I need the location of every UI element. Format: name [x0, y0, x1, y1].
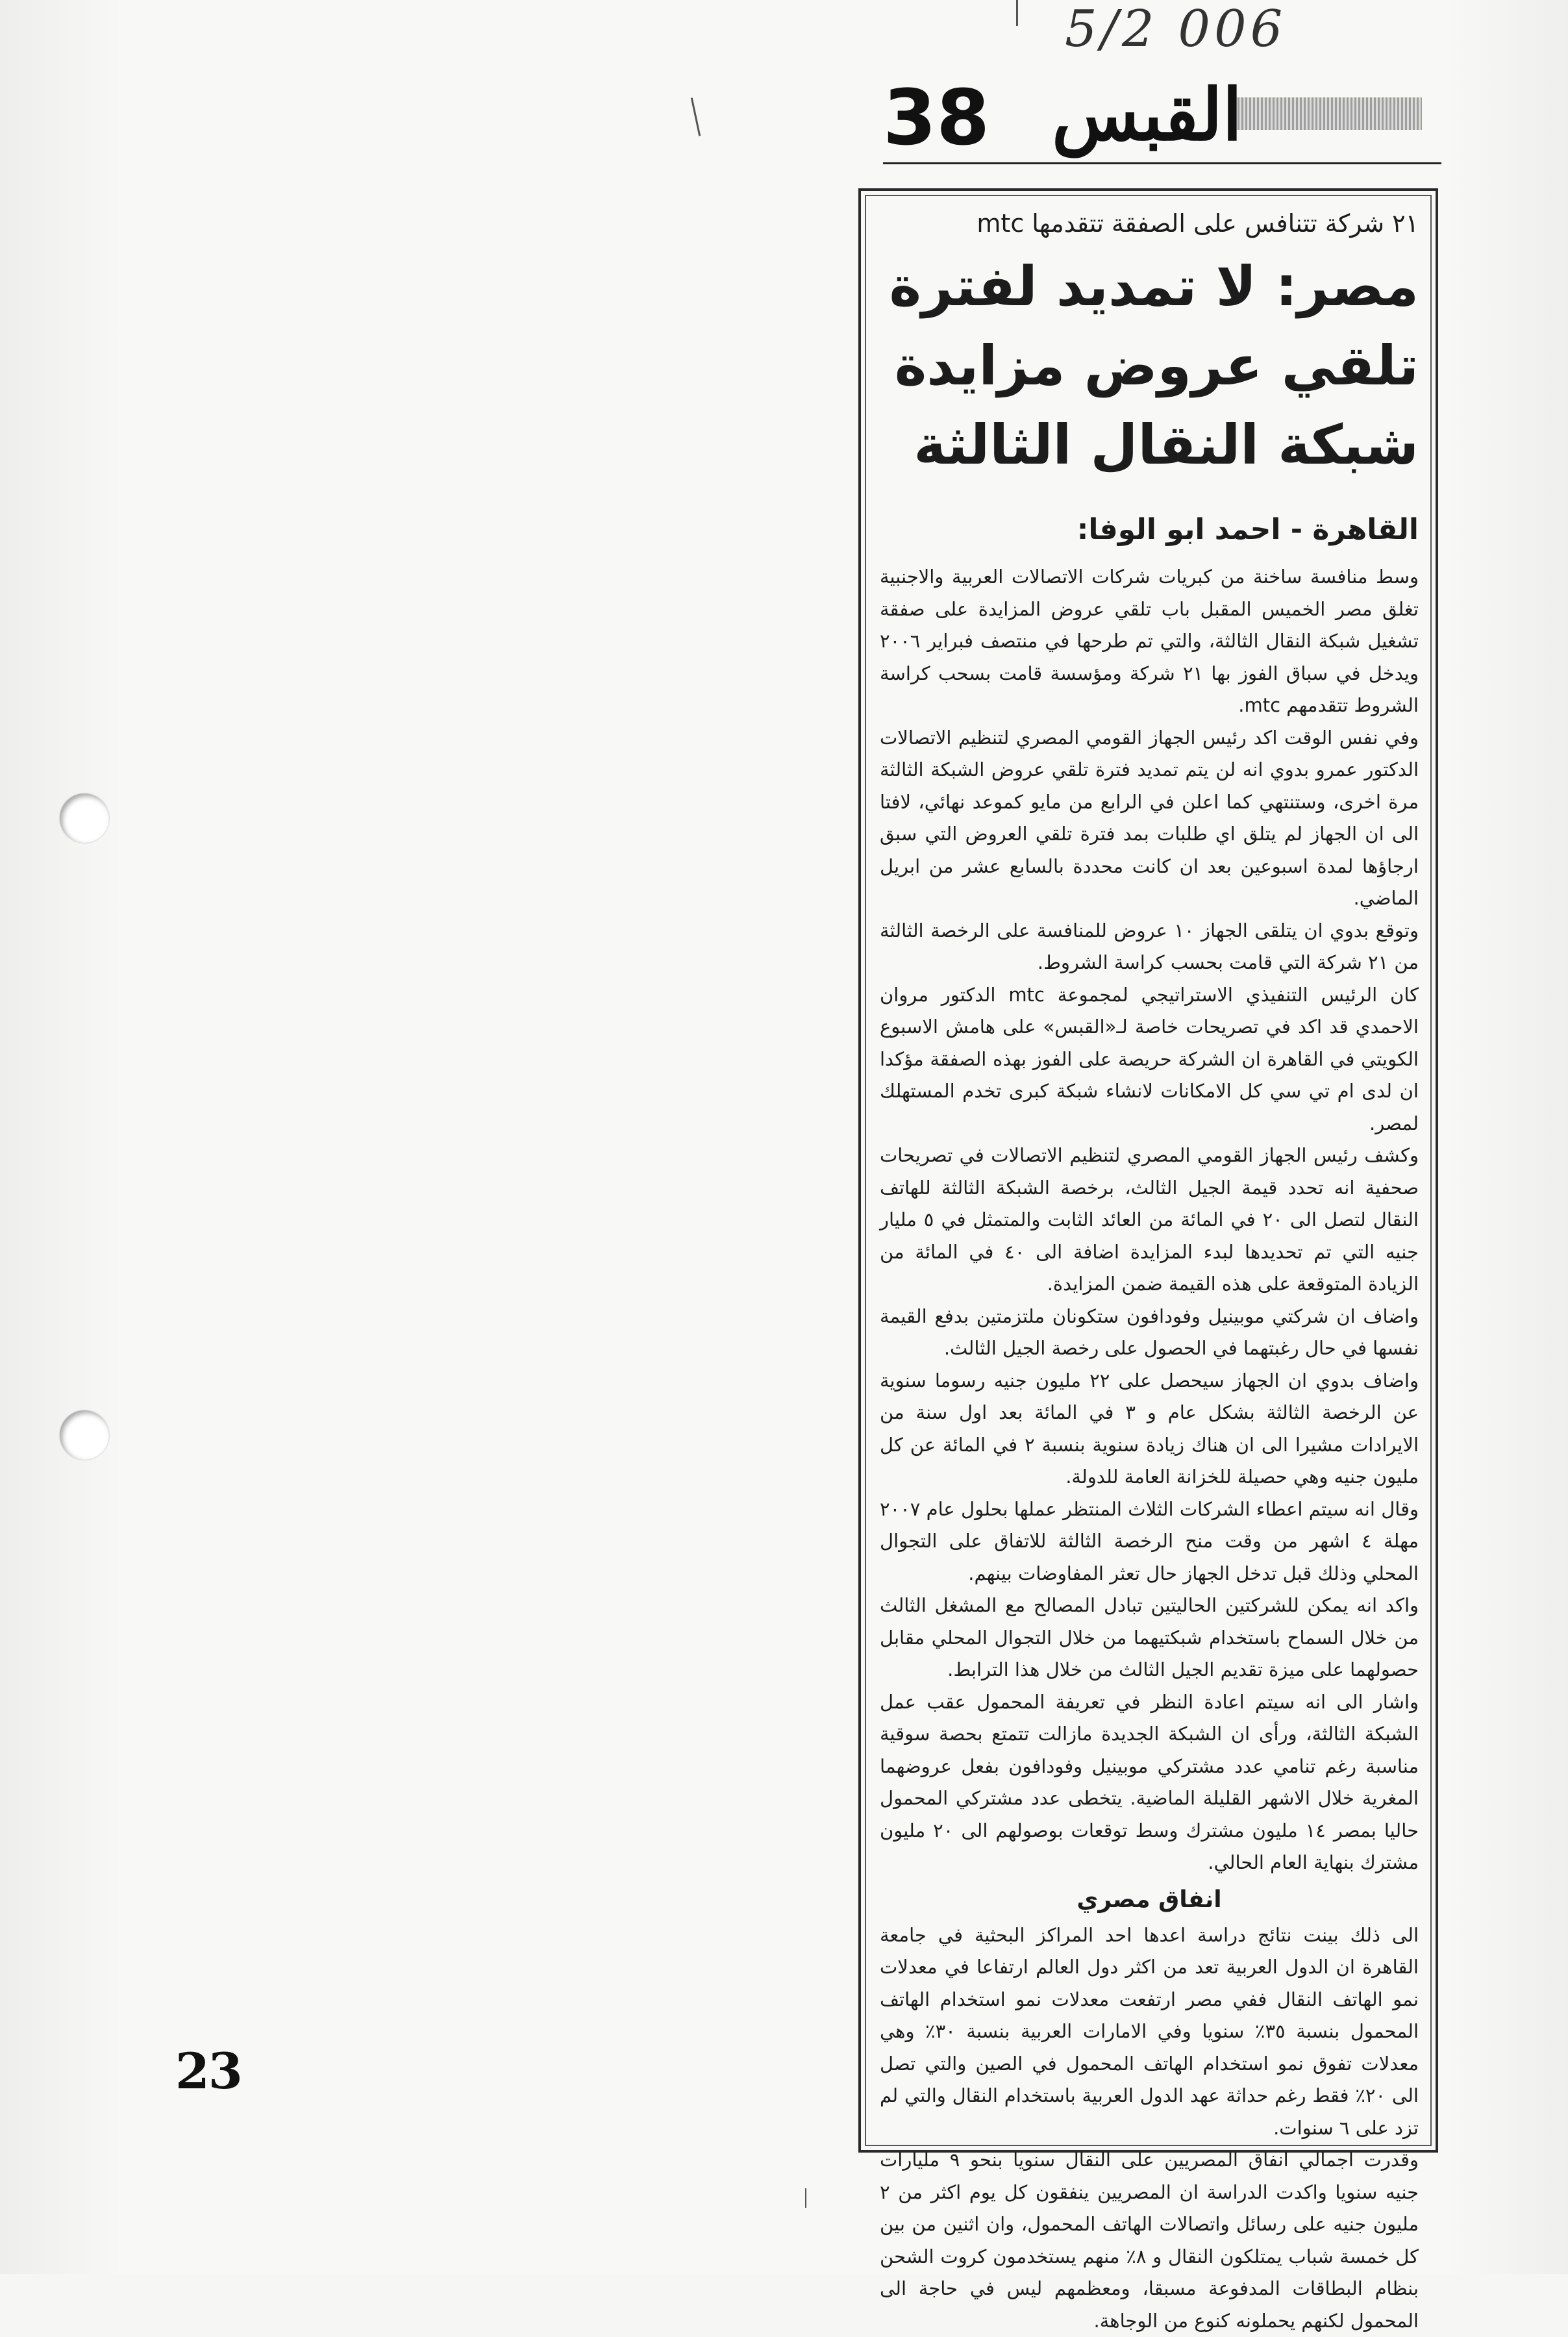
article-paragraph: واشار الى انه سيتم اعادة النظر في تعريفة المحمول عقب عمل الشبكة الثالثة، ورأى ان الشبكة الجديدة مازالت تتمتع بحصة سوقية مناسبة رغم تنامي عدد مشتركي موبينيل وفودافون بفعل عروضهما المغرية خلال الاشهر القليلة الماضية. يتخطى عدد مشتركي المحمول حاليا بمصر ١٤ مليون مشترك وسط توقعات بوصولهم الى ٢٠ مليون مشترك بنهاية العام الحالي. — [880, 1690, 1419, 1873]
article-paragraph: وفي نفس الوقت اكد رئيس الجهاز القومي المصري لتنظيم الاتصالات الدكتور عمرو بدوي انه لن يتم تمديد فترة تلقي عروض الشبكة الثالثة مرة اخرى، وستنتهي كما اعلن في الرابع من مايو كموعد نهائي، لافتا الى ان الجهاز لم يتلق اي طلبات بمد فترة تلقي العروض التي سبق ارجاؤها لمدة اسبوعين بعد ان كانت محددة بالسابع عشر من ابريل الماضي. — [880, 726, 1419, 909]
headline-line-1: مصر: لا تمديد لفترة — [889, 255, 1419, 318]
article-paragraph: الى ذلك بينت نتائج دراسة اعدها احد المراكز البحثية في جامعة القاهرة ان الدول العربية تعد من اكثر دول العالم ارتفاعا في معدلات نمو الهاتف النقال ففي مصر ارتفعت معدلات نمو استخدام الهاتف المحمول بنسبة ٣٥٪ سنويا وفي الامارات العربية بنسبة ٣٠٪ وهي معدلات تفوق نمو استخدام الهاتف المحمول في الصين والتي تصل الى ٢٠٪ فقط رغم حداثة عهد الدول العربية باستخدام النقال والتي لم تزد على ٦ سنوات. — [880, 1923, 1419, 2139]
scan-mark — [805, 2188, 806, 2208]
masthead-band — [1234, 97, 1422, 130]
article-subhead: انفاق مصري — [1076, 1886, 1222, 1913]
article-paragraph: وقال انه سيتم اعطاء الشركات الثلاث المنتظر عملها بحلول عام ٢٠٠٧ مهلة ٤ اشهر من وقت منح الرخصة الثالثة للاتفاق على التجوال المحلي وذلك قبل تدخل الجهاز حال تعثر المفاوضات بينهم. — [880, 1497, 1419, 1584]
binder-hole-bottom — [60, 1410, 109, 1460]
newspaper-masthead: القبس — [1052, 73, 1243, 156]
article-paragraph: وسط منافسة ساخنة من كبريات شركات الاتصالات العربية والاجنبية تغلق مصر الخميس المقبل باب تلقي عروض المزايدة على صفقة تشغيل شبكة النقال الثالثة، والتي تم طرحها في منتصف فبراير ٢٠٠٦ ويدخل في سباق الفوز بها ٢١ شركة ومؤسسة قامت بسحب كراسة الشروط تتقدمهم mtc. — [880, 566, 1419, 716]
binder-hole-top — [60, 794, 109, 843]
article-paragraph: واضاف ان شركتي موبينيل وفودافون ستكونان ملتزمتين بدفع القيمة نفسها في حال رغبتهما في الحصول على رخصة الجيل الثالث. — [880, 1305, 1419, 1359]
scan-mark — [1016, 0, 1018, 26]
article-paragraph: وكشف رئيس الجهاز القومي المصري لتنظيم الاتصالات في تصريحات صحفية انه تحدد قيمة الجيل الثالث، برخصة الشبكة الثالثة للهاتف النقال لتصل الى ٢٠ في المائة من العائد الثابت والمتمثل في ٥ مليار جنيه التي تم تحديدها لبدء المزايدة اضافة الى ٤٠ في المائة من الزيادة المتوقعة على هذه القيمة ضمن المزايدة. — [880, 1144, 1419, 1295]
margin-page-number: 23 — [175, 2042, 242, 2100]
article-paragraph: واضاف بدوي ان الجهاز سيحصل على ٢٢ مليون جنيه رسوما سنوية عن الرخصة الثالثة بشكل عام و ٣ في المائة بعد اول سنة من الايرادات مشيرا الى ان هناك زيادة سنوية بنسبة ٢ في المائة عن كل مليون جنيه وهي حصيلة للخزانة العامة للدولة. — [880, 1369, 1419, 1488]
article-headline — [880, 247, 1419, 484]
headline-line-3: شبكة النقال الثالثة — [914, 413, 1419, 477]
article-byline: القاهرة - احمد ابو الوفا: — [1076, 513, 1419, 546]
article — [880, 206, 1419, 2337]
article-kicker: ٢١ شركة تتنافس على الصفقة تتقدمها mtc — [977, 209, 1419, 238]
header-rule — [883, 162, 1441, 164]
headline-line-2: تلقي عروض مزايدة — [894, 334, 1419, 397]
article-paragraph: كان الرئيس التنفيذي الاستراتيجي لمجموعة mtc الدكتور مروان الاحمدي قد اكد في تصريحات خاصة لـ«القبس» على هامش الاسبوع الكويتي في القاهرة ان الشركة حريصة على الفوز بهذه الصفقة مؤكدا ان لدى ام تي سي كل الامكانات لانشاء شبكة كبرى تخدم المستهلك لمصر. — [880, 983, 1419, 1134]
handwritten-date: 5/2 006 — [1065, 0, 1287, 58]
article-paragraph: وقدرت اجمالي انفاق المصريين على النقال سنويا بنحو ٩ مليارات جنيه سنويا واكدت الدراسة ان المصريين ينفقون كل يوم اكثر من ٢ مليون جنيه على رسائل واتصالات الهاتف المحمول، وان اثنين من بين كل خمسة شباب يمتلكون النقال و ٨٪ منهم يستخدمون كروت الشحن بنظام البطاقات المدفوعة مسبقا، ومعظمهم ليس في حاجة الى المحمول لكنهم يحملونه كنوع من الوجاهة. — [880, 2149, 1419, 2332]
article-paragraph: وتوقع بدوي ان يتلقى الجهاز ١٠ عروض للمنافسة على الرخصة الثالثة من ٢١ شركة التي قامت بحسب كراسة الشروط. — [880, 919, 1419, 973]
page-number: 38 — [883, 73, 990, 162]
article-paragraph: واكد انه يمكن للشركتين الحاليتين تبادل المصالح مع المشغل الثالث من خلال السماح باستخدام شبكتيهما من خلال التجوال المحلي مقابل حصولهما على ميزة تقديم الجيل الثالث من خلال هذا الترابط. — [880, 1594, 1419, 1681]
